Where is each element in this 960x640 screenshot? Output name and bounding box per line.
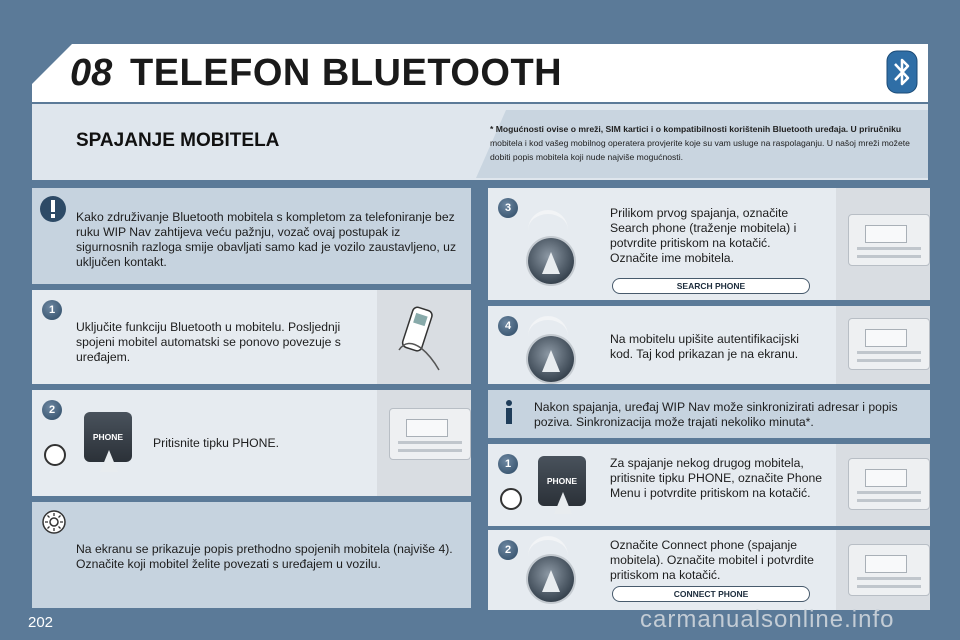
press-arrow-icon bbox=[542, 252, 560, 274]
press-arrow-icon bbox=[554, 492, 572, 514]
info-icon bbox=[498, 398, 520, 426]
radio-illustration bbox=[836, 306, 930, 384]
section-title: SPAJANJE MOBITELA bbox=[76, 130, 280, 151]
watermark: carmanualsonline.info bbox=[640, 606, 895, 633]
page-title: TELEFON BLUETOOTH bbox=[130, 52, 563, 94]
note-bold: * Mogućnosti ovise o mreži, SIM kartici i o kompatibilnosti korištenih Bluetooth uređaja. U priručniku bbox=[490, 124, 902, 134]
step-text: Na mobitelu upišite autentifikacijski kod. Taj kod prikazan je na ekranu. bbox=[610, 332, 799, 361]
step-number: 3 bbox=[498, 198, 518, 218]
tip-text: Na ekranu se prikazuje popis prethodno spojenih mobitela (najviše 4). Označite koji mobitel želite povezati s uređajem u vozilu. bbox=[76, 542, 453, 571]
phone-key: PHONE bbox=[538, 456, 586, 506]
radio-illustration bbox=[836, 444, 930, 526]
step-number: 2 bbox=[42, 400, 62, 420]
bluetooth-icon bbox=[886, 50, 918, 94]
radio-illustration bbox=[836, 530, 930, 610]
radio-illustration bbox=[377, 390, 471, 496]
tip-icon bbox=[42, 510, 66, 534]
step-text: Prilikom prvog spajanja, označite Search phone (traženje mobitela) i potvrdite pritiskom na kotačić. Označite ime mobitela. bbox=[610, 206, 797, 265]
note-body: mobitela i kod vašeg mobilnog operatera provjerite koje su vam usluge na raspolaganju. U našoj mreži možete dobiti popis mobitela koji nude najviše mogućnosti. bbox=[490, 138, 910, 162]
phone-key: PHONE bbox=[84, 412, 132, 462]
step-number: 2 bbox=[498, 540, 518, 560]
info-panel bbox=[488, 390, 930, 438]
step-text: Označite Connect phone (spajanje mobitela). Označite mobitel i potvrdite pritiskom na kotačić. bbox=[610, 538, 814, 582]
step-panel-3 bbox=[488, 188, 930, 300]
settings-dial-icon bbox=[500, 488, 522, 510]
note-text bbox=[490, 122, 910, 164]
alt-step-panel-1 bbox=[488, 444, 930, 526]
step-number: 1 bbox=[498, 454, 518, 474]
radio-illustration bbox=[836, 188, 930, 300]
step-panel-4 bbox=[488, 306, 930, 384]
warning-icon bbox=[38, 194, 68, 224]
connect-phone-label: CONNECT PHONE bbox=[612, 586, 810, 602]
warning-panel bbox=[32, 188, 471, 284]
search-phone-label: SEARCH PHONE bbox=[612, 278, 810, 294]
settings-dial-icon bbox=[44, 444, 66, 466]
mobile-phone-illustration bbox=[377, 290, 471, 384]
info-text: Nakon spajanja, uređaj WIP Nav može sinkronizirati adresar i popis poziva. Sinkronizacija može trajati nekoliko minuta*. bbox=[534, 400, 898, 429]
step-text: Za spajanje nekog drugog mobitela, pritisnite tipku PHONE, označite Phone Menu i potvrdite pritiskom na kotačić. bbox=[610, 456, 823, 500]
chapter-number: 08 bbox=[70, 52, 113, 94]
step-text: Pritisnite tipku PHONE. bbox=[153, 436, 279, 450]
warning-text: Kako združivanje Bluetooth mobitela s kompletom za telefoniranje bez ruku WIP Nav zahtijeva veću pažnju, vozač ovaj postupak iz sigurnosnih razloga smije obavljati samo kad je vozilo zaustavljeno, uz uključen kontakt. bbox=[76, 210, 457, 269]
tip-panel bbox=[32, 502, 471, 608]
step-number: 4 bbox=[498, 316, 518, 336]
alt-step-panel-2 bbox=[488, 530, 930, 610]
step-panel-1 bbox=[32, 290, 471, 384]
step-panel-2 bbox=[32, 390, 471, 496]
press-arrow-icon bbox=[100, 450, 118, 472]
rotate-arrow-icon bbox=[528, 210, 568, 238]
step-number: 1 bbox=[42, 300, 62, 320]
step-text: Uključite funkciju Bluetooth u mobitelu. Posljednji spojeni mobitel automatski se ponovo povezuje s uređajem. bbox=[76, 320, 341, 364]
page-number: 202 bbox=[28, 614, 54, 631]
press-arrow-icon bbox=[542, 570, 560, 592]
press-arrow-icon bbox=[542, 350, 560, 372]
